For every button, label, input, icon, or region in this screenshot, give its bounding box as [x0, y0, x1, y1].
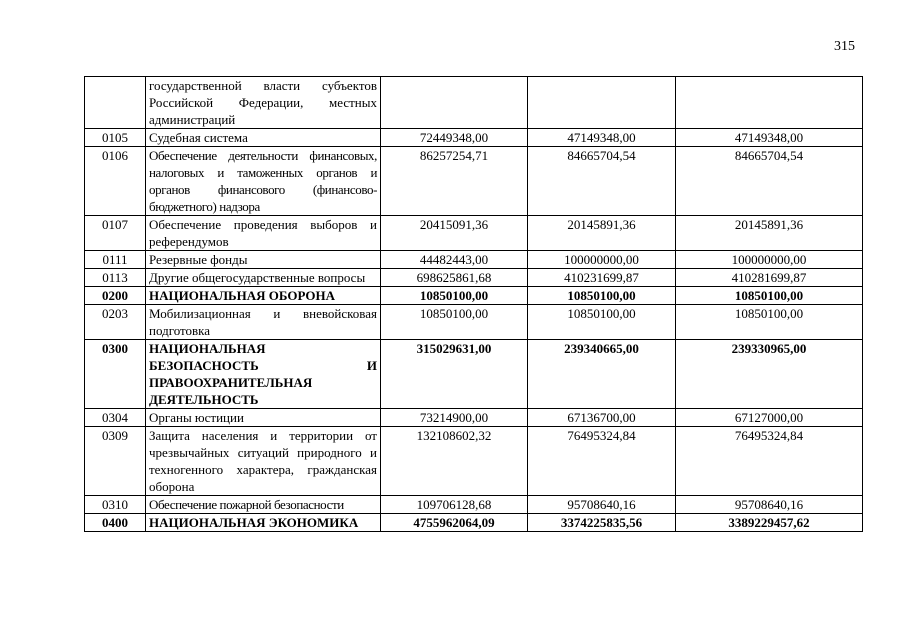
table-row: [85, 77, 863, 129]
row-value-1: 10850100,00: [381, 287, 528, 305]
row-name: Защита населения и территории от чрезвычайных ситуаций природного и техногенного характера, гражданская оборона: [146, 427, 381, 496]
table-row: [85, 251, 863, 269]
row-code: 0113: [85, 269, 146, 287]
row-name: НАЦИОНАЛЬНАЯ ОБОРОНА: [146, 287, 381, 305]
row-code: 0105: [85, 129, 146, 147]
row-code: 0400: [85, 514, 146, 532]
row-value-3: 84665704,54: [676, 147, 863, 216]
row-name: Органы юстиции: [146, 409, 381, 427]
row-value-1: 10850100,00: [381, 305, 528, 340]
row-value-2: 67136700,00: [528, 409, 676, 427]
table-row: [85, 427, 863, 496]
page-number: 315: [834, 39, 855, 54]
row-value-1: 72449348,00: [381, 129, 528, 147]
row-name: Мобилизационная и вневойсковая подготовка: [146, 305, 381, 340]
row-value-1: 109706128,68: [381, 496, 528, 514]
table-row: [85, 340, 863, 409]
row-value-1: 86257254,71: [381, 147, 528, 216]
table-row: [85, 409, 863, 427]
row-code: 0200: [85, 287, 146, 305]
row-value-2: 100000000,00: [528, 251, 676, 269]
row-value-3: [676, 77, 863, 129]
row-value-3: 410281699,87: [676, 269, 863, 287]
row-value-3: 76495324,84: [676, 427, 863, 496]
row-value-1: [381, 77, 528, 129]
table-row: [85, 216, 863, 251]
row-value-2: [528, 77, 676, 129]
row-value-2: 239340665,00: [528, 340, 676, 409]
row-value-2: 3374225835,56: [528, 514, 676, 532]
row-name: Обеспечение деятельности финансовых, налоговых и таможенных органов и органов финансового (финансово-бюджетного) надзора: [146, 147, 381, 216]
table-row: [85, 269, 863, 287]
row-value-3: 20145891,36: [676, 216, 863, 251]
row-code: [85, 77, 146, 129]
row-code: 0106: [85, 147, 146, 216]
row-name: государственной власти субъектов Российской Федерации, местных администраций: [146, 77, 381, 129]
row-name: Резервные фонды: [146, 251, 381, 269]
row-value-3: 100000000,00: [676, 251, 863, 269]
row-value-1: 44482443,00: [381, 251, 528, 269]
row-value-1: 73214900,00: [381, 409, 528, 427]
table-row: [85, 147, 863, 216]
table-row: [85, 496, 863, 514]
row-value-2: 10850100,00: [528, 287, 676, 305]
row-value-2: 95708640,16: [528, 496, 676, 514]
table-row: [85, 305, 863, 340]
row-code: 0111: [85, 251, 146, 269]
row-name: Судебная система: [146, 129, 381, 147]
row-name: НАЦИОНАЛЬНАЯ БЕЗОПАСНОСТЬ И ПРАВООХРАНИТЕЛЬНАЯ ДЕЯТЕЛЬНОСТЬ: [146, 340, 381, 409]
row-name: Другие общегосударственные вопросы: [146, 269, 381, 287]
row-value-1: 698625861,68: [381, 269, 528, 287]
row-value-3: 239330965,00: [676, 340, 863, 409]
budget-table: [84, 76, 863, 532]
row-name: Обеспечение пожарной безопасности: [146, 496, 381, 514]
row-value-3: 47149348,00: [676, 129, 863, 147]
row-value-3: 10850100,00: [676, 287, 863, 305]
row-value-2: 10850100,00: [528, 305, 676, 340]
row-code: 0107: [85, 216, 146, 251]
row-value-3: 95708640,16: [676, 496, 863, 514]
row-code: 0203: [85, 305, 146, 340]
row-value-2: 20145891,36: [528, 216, 676, 251]
row-value-3: 10850100,00: [676, 305, 863, 340]
row-name: НАЦИОНАЛЬНАЯ ЭКОНОМИКА: [146, 514, 381, 532]
row-code: 0309: [85, 427, 146, 496]
row-code: 0300: [85, 340, 146, 409]
row-value-2: 76495324,84: [528, 427, 676, 496]
row-code: 0304: [85, 409, 146, 427]
row-value-2: 410231699,87: [528, 269, 676, 287]
row-value-1: 20415091,36: [381, 216, 528, 251]
row-code: 0310: [85, 496, 146, 514]
table-row: [85, 514, 863, 532]
row-value-3: 3389229457,62: [676, 514, 863, 532]
table-row: [85, 287, 863, 305]
row-value-2: 47149348,00: [528, 129, 676, 147]
row-value-1: 315029631,00: [381, 340, 528, 409]
row-value-1: 4755962064,09: [381, 514, 528, 532]
row-value-2: 84665704,54: [528, 147, 676, 216]
row-value-1: 132108602,32: [381, 427, 528, 496]
row-value-3: 67127000,00: [676, 409, 863, 427]
table-row: [85, 129, 863, 147]
row-name: Обеспечение проведения выборов и референдумов: [146, 216, 381, 251]
